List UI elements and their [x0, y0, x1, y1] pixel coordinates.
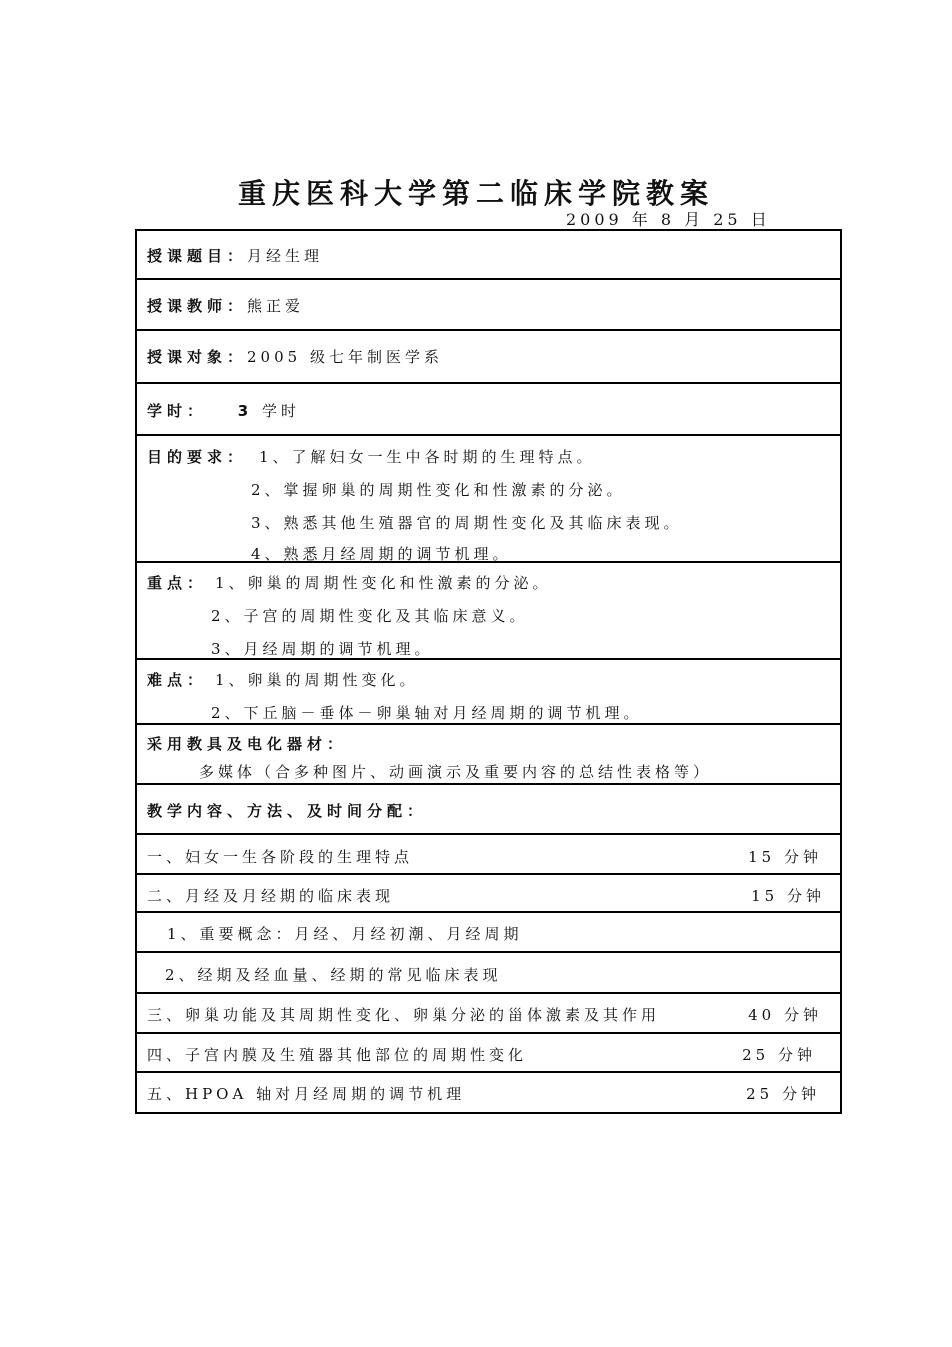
teacher-value: 熊正爱 [247, 297, 305, 315]
audience-value: 2005 级七年制医学系 [247, 348, 443, 366]
equipment-value: 多媒体（合多种图片、动画演示及重要内容的总结性表格等） [199, 763, 713, 781]
row-difficulties [137, 660, 840, 725]
row-content-header [137, 785, 840, 835]
key-point-item: 2、子宫的周期性变化及其临床意义。 [211, 607, 529, 625]
content-section-text: 五、HPOA 轴对月经周期的调节机理 [147, 1085, 466, 1103]
row-equipment [137, 725, 840, 785]
objective-item: 2、掌握卵巢的周期性变化和性激素的分泌。 [251, 481, 626, 499]
row-topic [137, 231, 840, 280]
content-row [137, 913, 840, 953]
equipment-label: 采用教具及电化器材： [147, 735, 348, 753]
content-section-text: 二、月经及月经期的临床表现 [147, 887, 395, 905]
difficulties-label: 难点： [147, 671, 208, 689]
objective-item: 4、熟悉月经周期的调节机理。 [251, 545, 512, 563]
page-title: 重庆医科大学第二临床学院教案 [237, 177, 714, 210]
hours-unit: 学时 [262, 402, 301, 420]
objectives-label: 目的要求： [147, 448, 248, 466]
row-key-points [137, 563, 840, 660]
objective-item: 3、熟悉其他生殖器官的周期性变化及其临床表现。 [251, 514, 683, 532]
content-section-text: 2、经期及经血量、经期的常见临床表现 [165, 966, 502, 984]
content-row [137, 835, 840, 875]
teacher-label: 授课教师： [147, 297, 248, 315]
row-teacher [137, 280, 840, 331]
content-label: 教学内容、方法、及时间分配： [147, 802, 428, 820]
content-section-time: 25 分钟 [746, 1085, 820, 1103]
content-row [137, 875, 840, 913]
content-row [137, 1034, 840, 1073]
content-section-time: 40 分钟 [748, 1006, 822, 1024]
difficulty-item: 1、卵巢的周期性变化。 [215, 671, 419, 689]
difficulty-item: 2、下丘脑－垂体－卵巢轴对月经周期的调节机理。 [211, 704, 643, 722]
row-audience [137, 331, 840, 384]
content-row [137, 994, 840, 1034]
content-section-text: 一、妇女一生各阶段的生理特点 [147, 848, 414, 866]
content-section-time: 15 分钟 [751, 887, 825, 905]
content-row [137, 1073, 840, 1112]
objective-item: 1、了解妇女一生中各时期的生理特点。 [259, 448, 596, 466]
key-points-label: 重点： [147, 574, 208, 592]
content-section-text: 四、子宫内膜及生殖器其他部位的周期性变化 [147, 1046, 528, 1064]
audience-label: 授课对象： [147, 348, 248, 366]
key-point-item: 3、月经周期的调节机理。 [211, 640, 434, 658]
row-hours [137, 384, 840, 436]
content-section-text: 三、卵巢功能及其周期性变化、卵巢分泌的甾体激素及其作用 [147, 1006, 661, 1024]
topic-label: 授课题目： [147, 247, 248, 265]
key-point-item: 1、卵巢的周期性变化和性激素的分泌。 [215, 574, 552, 592]
hours-label: 学时： [147, 402, 208, 420]
hours-value: 3 [237, 402, 254, 420]
content-row [137, 953, 840, 994]
topic-value: 月经生理 [247, 247, 324, 265]
row-objectives [137, 436, 840, 563]
lesson-plan-table [135, 229, 842, 1114]
content-section-text: 1、重要概念：月经、月经初潮、月经周期 [167, 925, 523, 943]
content-section-time: 25 分钟 [742, 1046, 816, 1064]
document-date: 2009 年 8 月 25 日 [566, 210, 771, 229]
content-section-time: 15 分钟 [748, 848, 822, 866]
